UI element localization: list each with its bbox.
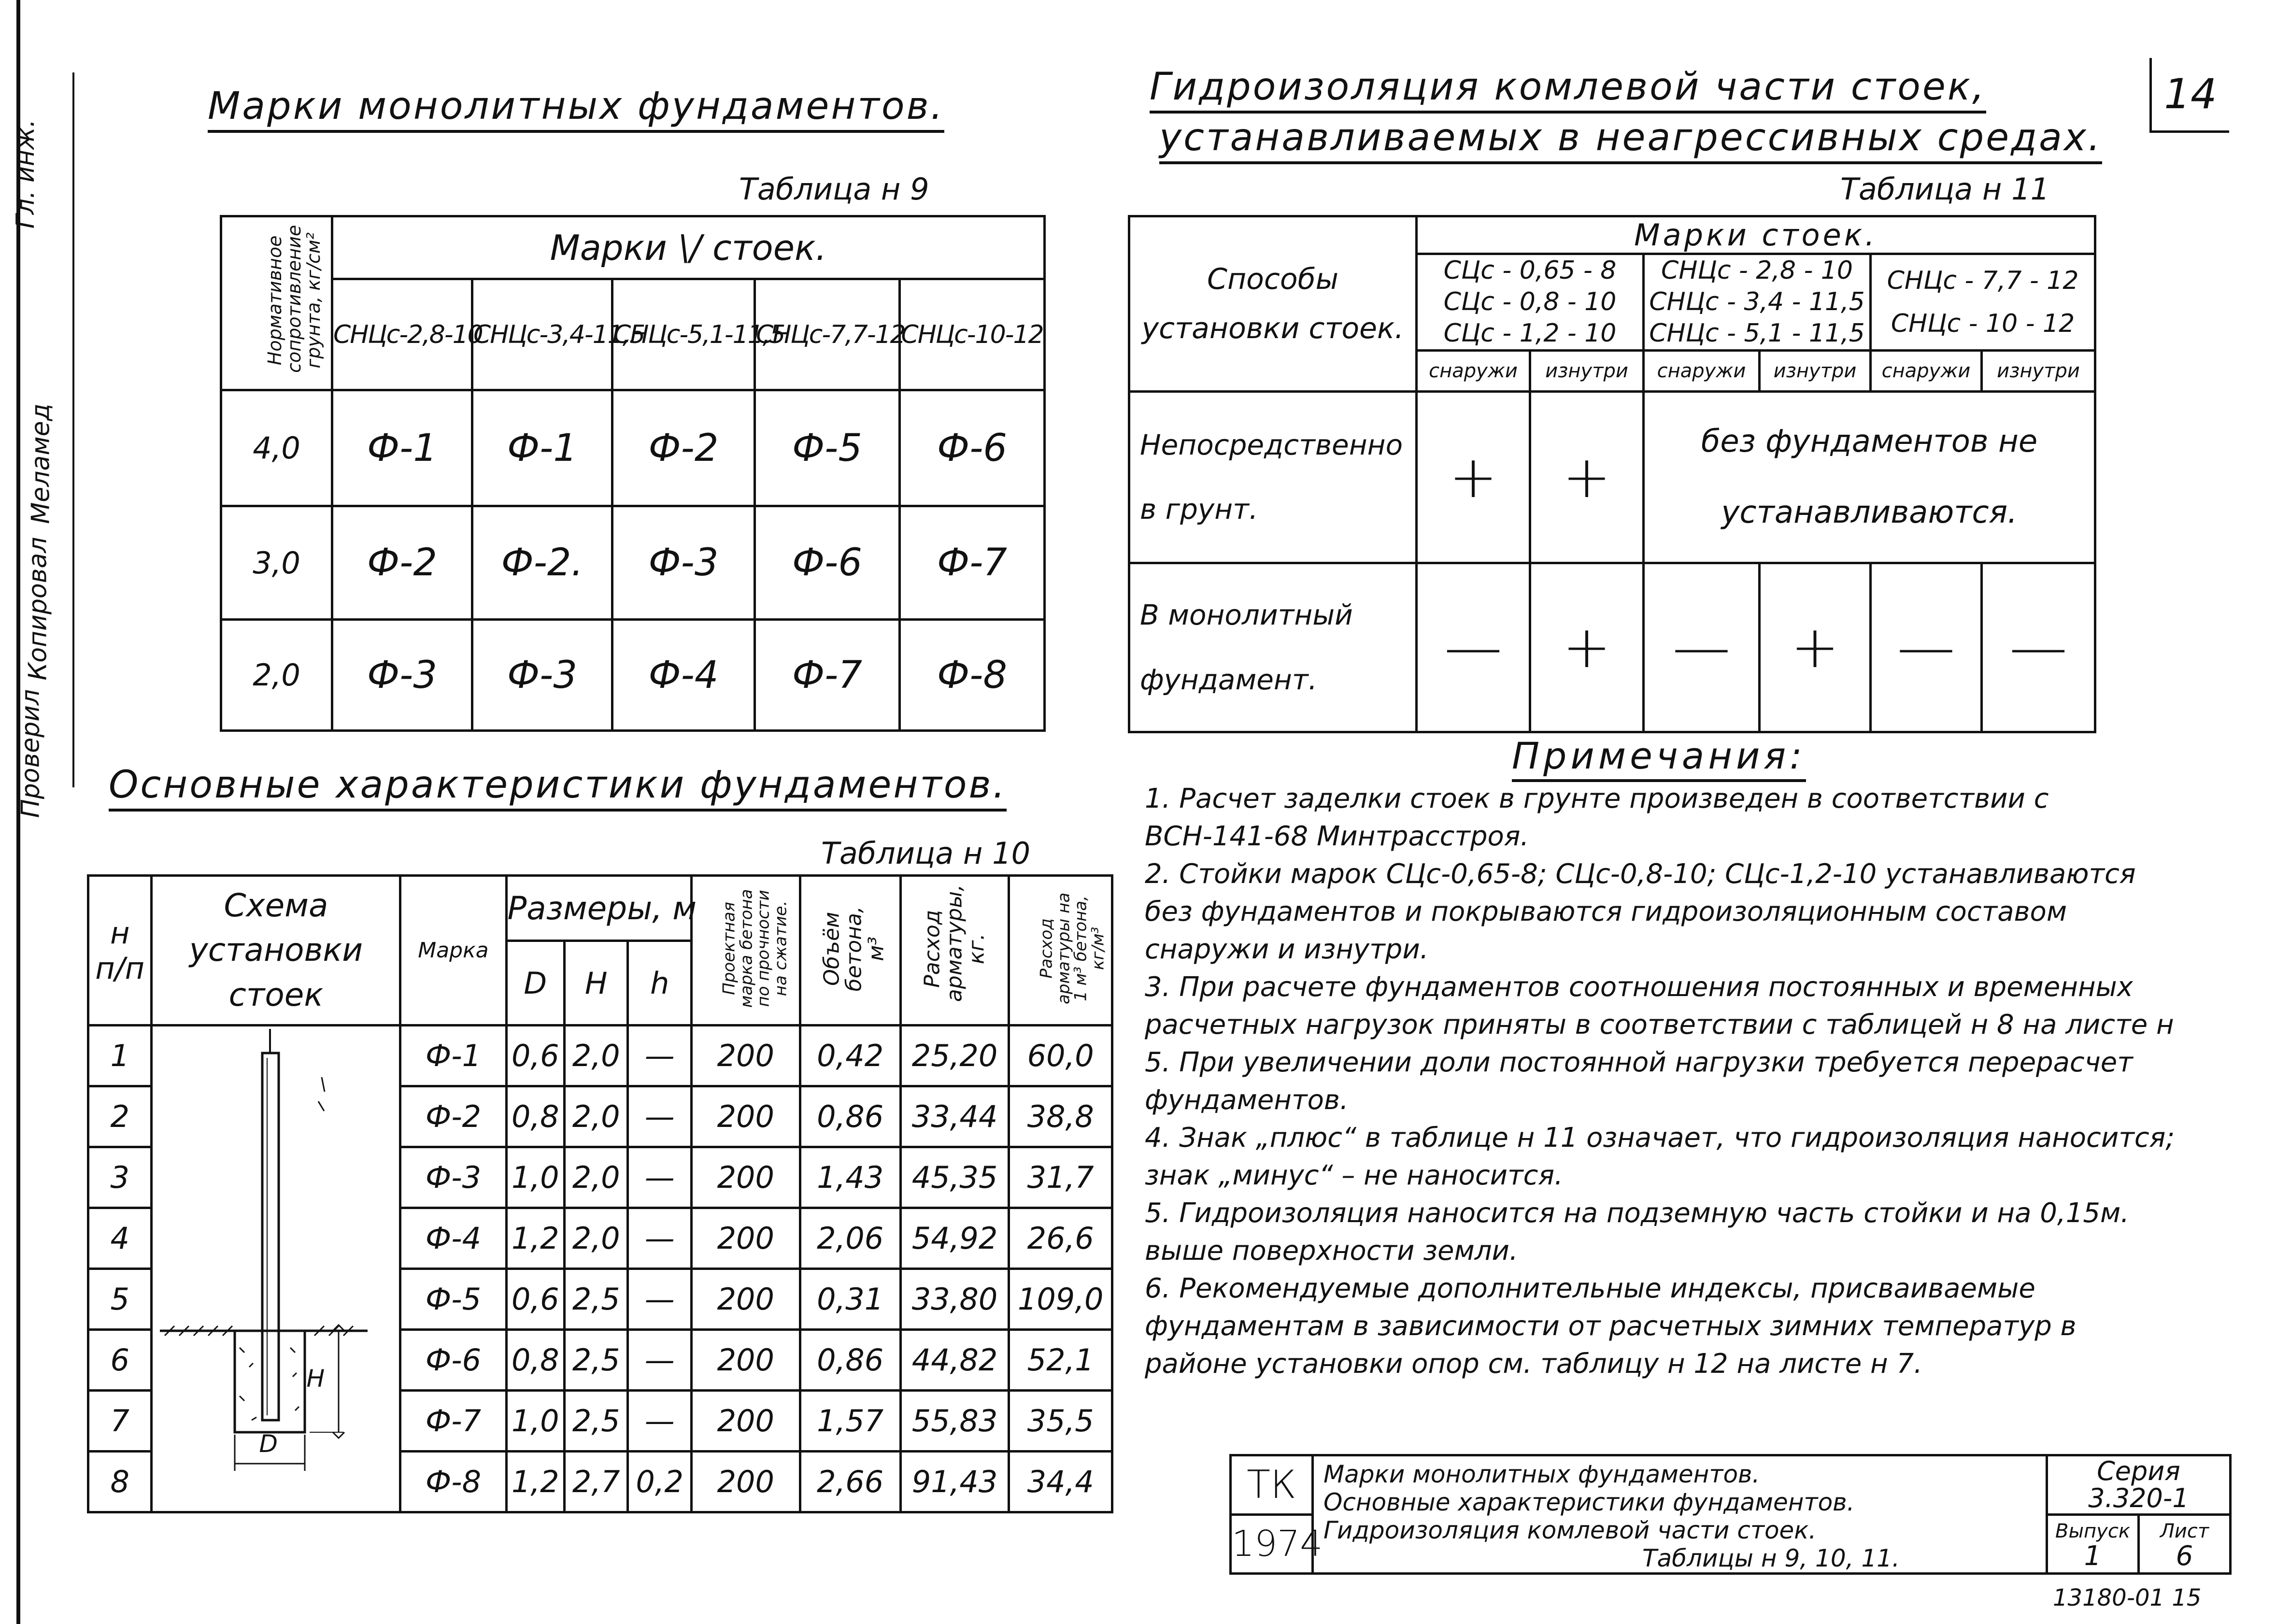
table-row — [221, 390, 1045, 506]
table10-grade: 200 — [691, 1147, 800, 1208]
table9-soil: 4,0 — [221, 390, 332, 506]
side-stamp-checked: Проверил — [16, 689, 45, 818]
stamp-year: 1974 — [1231, 1514, 1313, 1574]
table10-d-header: D — [506, 941, 565, 1026]
table10-mark: Ф-5 — [400, 1269, 506, 1330]
table10-vol: 2,66 — [800, 1452, 900, 1512]
stamp-org: ТК — [1231, 1455, 1313, 1515]
table9-soil: 3,0 — [221, 506, 332, 620]
table10-num-label: н — [110, 915, 130, 951]
stamp-series: 3.320-1 — [2088, 1482, 2189, 1513]
table11-mark: СНЦс - 5,1 - 11,5 — [1649, 319, 1865, 348]
table-row — [88, 1026, 1112, 1086]
side-stamp-chief: Гл. инж. — [11, 119, 41, 229]
table10-rebar: 44,82 — [900, 1330, 1009, 1391]
table10-mark: Ф-4 — [400, 1208, 506, 1269]
table10-per: 38,8 — [1009, 1086, 1112, 1147]
table9-row-header-text: Нормативное сопротивление грунта, кг/см² — [264, 225, 324, 373]
sheet-number: 14 — [2164, 70, 2217, 118]
table10-num2-label: п/п — [95, 950, 145, 986]
table11-minus: — — [1982, 563, 2095, 732]
table10-d: 1,2 — [506, 1208, 565, 1269]
table10-n: 5 — [88, 1269, 152, 1330]
table10-per-header-text: Расход арматуры на 1 м³ бетона, кг/м³ — [1037, 893, 1108, 1005]
table10-mark: Ф-8 — [400, 1452, 506, 1512]
table9-cell: Ф-8 — [900, 620, 1045, 731]
table10-H: 2,5 — [565, 1391, 628, 1452]
table9-row-header — [221, 216, 332, 390]
table10-n: 6 — [88, 1330, 152, 1391]
table11-mark: СНЦс - 10 - 12 — [1891, 309, 2075, 338]
table10-volume-header-text: Объём бетона, м³ — [819, 906, 889, 992]
table-row — [221, 620, 1045, 731]
stamp-series-label: Серия — [2097, 1455, 2180, 1486]
note-item: 5. Гидроизоляция наносится на подземную часть стойки и на 0,15м. выше поверхности земли. — [1145, 1197, 2130, 1267]
table9-col-header: СНЦс-3,4-11,5 — [472, 279, 612, 390]
stamp-desc-line: Основные характеристики фундаментов. — [1323, 1488, 1855, 1516]
table10 — [87, 874, 1113, 1513]
table10-h: — — [628, 1330, 692, 1391]
table9-cell: Ф-2 — [612, 390, 755, 506]
table9-group-header: Марки \/ стоек. — [332, 216, 1045, 279]
table9-cell: Ф-1 — [332, 390, 472, 506]
table-row — [221, 506, 1045, 620]
table11-plus: + — [1417, 392, 1530, 563]
table9-col-header: СНЦс-5,1-11,5 — [612, 279, 755, 390]
archive-number: 13180-01 15 — [2053, 1584, 2202, 1611]
table9-cell: Ф-4 — [612, 620, 755, 731]
stamp-desc-line: Гидроизоляция комлевой части стоек. — [1323, 1516, 1817, 1544]
table11-group-header: Марки стоек. — [1417, 216, 2095, 254]
table10-H: 2,7 — [565, 1452, 628, 1512]
table10-H: 2,0 — [565, 1086, 628, 1147]
table10-H: 2,0 — [565, 1026, 628, 1086]
table10-d: 1,0 — [506, 1147, 565, 1208]
table10-d: 1,0 — [506, 1391, 565, 1452]
table-row — [1129, 563, 2095, 732]
table10-H: 2,0 — [565, 1147, 628, 1208]
table11-methods-header: Способы установки стоек. — [1129, 216, 1417, 392]
table10-rebar: 55,83 — [900, 1391, 1009, 1452]
section1-title: Марки монолитных фундаментов. — [208, 85, 944, 133]
table11-row1-note: без фундаментов не устанавливаются. — [1644, 392, 2095, 563]
table11-minus: — — [1871, 563, 1982, 732]
sheet-number-box — [2149, 58, 2229, 133]
table10-n: 1 — [88, 1026, 152, 1086]
table10-rebar: 25,20 — [900, 1026, 1009, 1086]
table11-mark: СНЦс - 7,7 - 12 — [1887, 266, 2079, 296]
section3-title-line1: Гидроизоляция комлевой части стоек, — [1150, 65, 1986, 114]
table10-grade: 200 — [691, 1086, 800, 1147]
table10-scheme-header: Схема установки стоек — [152, 876, 400, 1026]
side-stamp-name: Меламед — [26, 403, 56, 524]
scheme-d-label: D — [259, 1430, 278, 1458]
table10-n: 2 — [88, 1086, 152, 1147]
scheme-h-label: H — [306, 1365, 325, 1393]
table9 — [220, 215, 1046, 732]
table10-vol: 0,42 — [800, 1026, 900, 1086]
note-item: 4. Знак „плюс“ в таблице н 11 означает, что гидроизоляция наносится; знак „минус“ – не наносится. — [1145, 1122, 2175, 1191]
table10-mark: Ф-7 — [400, 1391, 506, 1452]
table10-grade-header — [691, 876, 800, 1026]
table10-rebar: 33,80 — [900, 1269, 1009, 1330]
table-row — [1129, 392, 2095, 563]
table11-sub-outside: снаружи — [1417, 351, 1530, 392]
table11-plus: + — [1530, 563, 1644, 732]
table9-cell: Ф-5 — [755, 390, 900, 506]
notes-title: Примечания: — [1512, 734, 1806, 782]
table10-mark: Ф-2 — [400, 1086, 506, 1147]
table10-d: 0,8 — [506, 1330, 565, 1391]
table9-cell: Ф-6 — [755, 506, 900, 620]
binding-inner-line — [72, 72, 74, 787]
table10-grade-header-text: Проектная марка бетона по прочности на сжатие. — [719, 889, 791, 1008]
table11-sub-inside: изнутри — [1530, 351, 1644, 392]
table9-cell: Ф-7 — [900, 506, 1045, 620]
table10-vol: 0,86 — [800, 1086, 900, 1147]
stamp-series-cell — [2047, 1455, 2231, 1515]
table10-vol: 0,31 — [800, 1269, 900, 1330]
table10-h: — — [628, 1269, 692, 1330]
table9-cell: Ф-3 — [332, 620, 472, 731]
stamp-desc-line: Таблицы н 9, 10, 11. — [1642, 1544, 1900, 1572]
table10-mark: Ф-3 — [400, 1147, 506, 1208]
table10-per-header — [1009, 876, 1112, 1026]
table10-mark-header: Марка — [400, 876, 506, 1026]
table10-per: 35,5 — [1009, 1391, 1112, 1452]
table11-row1-label: Непосредственно в грунт. — [1129, 392, 1417, 563]
table10-H: 2,5 — [565, 1269, 628, 1330]
table10-grade: 200 — [691, 1330, 800, 1391]
table10-n: 3 — [88, 1147, 152, 1208]
table9-cell: Ф-2 — [332, 506, 472, 620]
table9-cell: Ф-3 — [612, 506, 755, 620]
table11-mark: СНЦс - 2,8 - 10 — [1661, 256, 1853, 285]
table10-H: 2,0 — [565, 1208, 628, 1269]
table10-h: — — [628, 1026, 692, 1086]
table10-mark: Ф-1 — [400, 1026, 506, 1086]
table10-rebar: 91,43 — [900, 1452, 1009, 1512]
table10-num-header — [88, 876, 152, 1026]
table11-mark: СНЦс - 3,4 - 11,5 — [1649, 287, 1865, 316]
table11-mark: СЦс - 1,2 - 10 — [1443, 319, 1617, 348]
table10-per: 31,7 — [1009, 1147, 1112, 1208]
table10-h: — — [628, 1208, 692, 1269]
table10-rebar-header — [900, 876, 1009, 1026]
table11-caption: Таблица н 11 — [1840, 171, 2050, 207]
table10-grade: 200 — [691, 1026, 800, 1086]
stamp-issue-label: Выпуск — [2055, 1520, 2130, 1543]
table11-mark: СЦс - 0,65 - 8 — [1443, 256, 1617, 285]
table10-vol: 1,43 — [800, 1147, 900, 1208]
table9-col-header: СНЦс-2,8-10 — [332, 279, 472, 390]
table10-h: 0,2 — [628, 1452, 692, 1512]
stamp-issue-cell — [2047, 1514, 2139, 1574]
table11-minus: — — [1417, 563, 1530, 732]
table10-per: 60,0 — [1009, 1026, 1112, 1086]
stamp-issue: 1 — [2084, 1540, 2102, 1572]
table10-rebar-header-text: Расход арматуры, кг. — [920, 884, 989, 1002]
table11-minus: — — [1644, 563, 1760, 732]
side-stamp-copied: Копировал — [23, 537, 53, 681]
table9-cell: Ф-1 — [472, 390, 612, 506]
table10-rebar: 54,92 — [900, 1208, 1009, 1269]
stamp-description — [1313, 1455, 2047, 1574]
table10-d: 0,8 — [506, 1086, 565, 1147]
note-item: 6. Рекомендуемые дополнительные индексы, присваиваемые фундаментам в зависимости от расчетных зимних температур в районе установки опор см. таблицу н 12 на листе н 7. — [1145, 1273, 2077, 1380]
table11-sub-inside: изнутри — [1760, 351, 1871, 392]
table9-cell: Ф-3 — [472, 620, 612, 731]
section3-title-line2: устанавливаемых в неагрессивных средах. — [1159, 116, 2102, 164]
table10-grade: 200 — [691, 1208, 800, 1269]
table9-col-header: СНЦс-10-12 — [900, 279, 1045, 390]
table11 — [1128, 215, 2096, 733]
note-item: 3. При расчете фундаментов соотношения постоянных и временных расчетных нагрузок приняты в соответствии с таблицей н 8 на листе н 5. При увеличении доли постоянной нагрузки требуется перерасчет фундаментов. — [1145, 971, 2174, 1116]
table10-d: 0,6 — [506, 1026, 565, 1086]
table9-cell: Ф-7 — [755, 620, 900, 731]
table10-h-header: h — [628, 941, 692, 1026]
table10-H: 2,5 — [565, 1330, 628, 1391]
table10-per: 52,1 — [1009, 1330, 1112, 1391]
stamp-sheet-label: Лист — [2160, 1520, 2209, 1543]
table11-sub-outside: снаружи — [1871, 351, 1982, 392]
table11-plus: + — [1530, 392, 1644, 563]
table10-n: 7 — [88, 1391, 152, 1452]
table10-rebar: 33,44 — [900, 1086, 1009, 1147]
table10-h: — — [628, 1147, 692, 1208]
table10-rebar: 45,35 — [900, 1147, 1009, 1208]
table10-volume-header — [800, 876, 900, 1026]
table11-col-group-3 — [1871, 254, 2095, 351]
table10-n: 8 — [88, 1452, 152, 1512]
table11-plus: + — [1760, 563, 1871, 732]
title-stamp — [1229, 1454, 2232, 1575]
table10-h: — — [628, 1391, 692, 1452]
table10-per: 109,0 — [1009, 1269, 1112, 1330]
stamp-sheet: 6 — [2176, 1540, 2193, 1572]
table9-caption: Таблица н 9 — [739, 171, 929, 207]
table11-row2-label: В монолитный фундамент. — [1129, 563, 1417, 732]
table10-vol: 0,86 — [800, 1330, 900, 1391]
section2-title: Основные характеристики фундаментов. — [109, 763, 1007, 812]
stamp-desc-line: Марки монолитных фундаментов. — [1323, 1460, 1760, 1488]
table11-col-group-1 — [1417, 254, 1644, 351]
table10-H-header: H — [565, 941, 628, 1026]
table10-vol: 1,57 — [800, 1391, 900, 1452]
notes-list — [1145, 780, 2178, 1383]
table10-per: 26,6 — [1009, 1208, 1112, 1269]
table9-soil: 2,0 — [221, 620, 332, 731]
table9-cell: Ф-2. — [472, 506, 612, 620]
table10-caption: Таблица н 10 — [821, 836, 1031, 871]
table11-sub-inside: изнутри — [1982, 351, 2095, 392]
table10-d: 1,2 — [506, 1452, 565, 1512]
table10-per: 34,4 — [1009, 1452, 1112, 1512]
table10-mark: Ф-6 — [400, 1330, 506, 1391]
table10-grade: 200 — [691, 1269, 800, 1330]
table10-sizes-header: Размеры, м — [506, 876, 691, 941]
table11-col-group-2 — [1644, 254, 1871, 351]
table10-scheme-cell — [152, 1026, 400, 1512]
table11-sub-outside: снаружи — [1644, 351, 1760, 392]
table10-n: 4 — [88, 1208, 152, 1269]
table10-grade: 200 — [691, 1452, 800, 1512]
table9-col-header: СНЦс-7,7-12 — [755, 279, 900, 390]
table10-vol: 2,06 — [800, 1208, 900, 1269]
note-item: 2. Стойки марок СЦс-0,65-8; СЦс-0,8-10; СЦс-1,2-10 устанавливаются без фундаментов и покрываются гидроизоляционным составом снаружи и изнутри. — [1145, 858, 2136, 965]
side-stamp — [11, 72, 68, 818]
table10-h: — — [628, 1086, 692, 1147]
table11-mark: СЦс - 0,8 - 10 — [1443, 287, 1617, 316]
stamp-sheet-cell — [2139, 1514, 2231, 1574]
table10-d: 0,6 — [506, 1269, 565, 1330]
table10-grade: 200 — [691, 1391, 800, 1452]
table9-cell: Ф-6 — [900, 390, 1045, 506]
note-item: 1. Расчет заделки стоек в грунте произведен в соответствии с ВСН-141-68 Минтрасстроя. — [1145, 783, 2049, 852]
